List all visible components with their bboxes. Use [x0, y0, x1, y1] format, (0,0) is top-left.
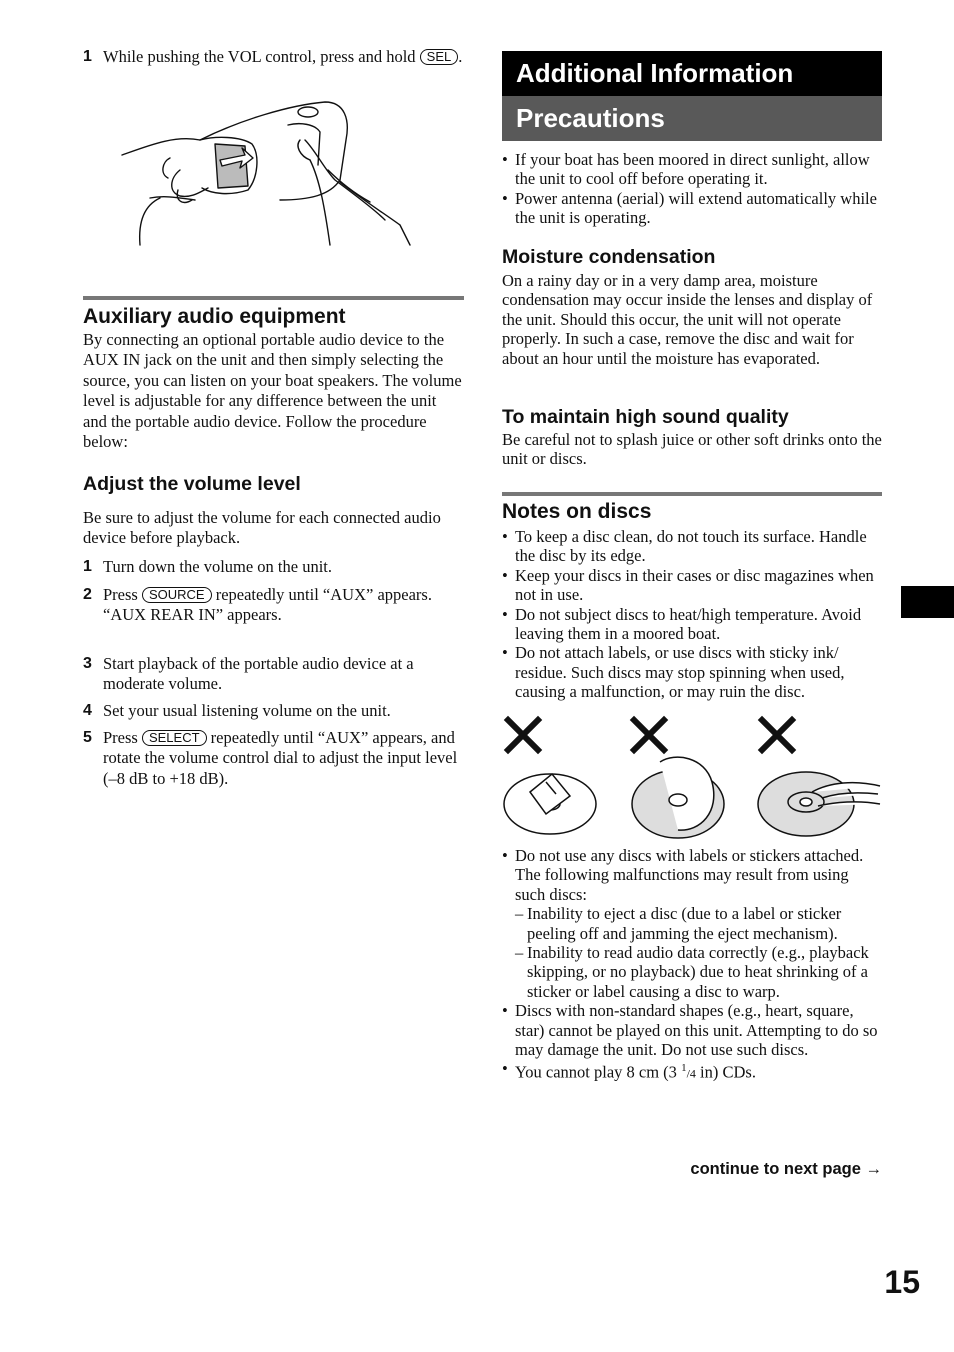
list-item: • To keep a disc clean, do not touch its surface. Handle the disc by its edge. — [502, 527, 882, 566]
step-number: 2 — [83, 586, 92, 603]
disc-notes-list-continued — [502, 846, 882, 1084]
disc-notes-list — [502, 527, 882, 702]
list-item — [502, 1059, 882, 1084]
cross-icon — [508, 720, 538, 750]
discs-heading: Notes on discs — [502, 500, 652, 523]
select-button-label: SELECT — [142, 730, 207, 746]
cross-icon — [634, 720, 664, 750]
dash-item: – Inability to read audio data correctly (e.g., playback skipping, or no playback) due to heat shrinking of a sticker or label causing a disc to warp. — [515, 943, 869, 1001]
intro-step-period: . — [458, 47, 463, 66]
intro-step-text: While pushing the VOL control, press and hold — [103, 47, 416, 66]
step-text-after: repeatedly until “AUX” appears, and rotate the volume control dial to adjust the input level (–8 dB to +18 dB). — [103, 728, 458, 788]
list-item: • Do not attach labels, or use discs with sticky ink/ residue. Such discs may stop spinning when used, causing a malfunction, or may ruin the disc. — [502, 643, 882, 701]
sound-quality-heading: To maintain high sound quality — [502, 406, 789, 428]
step-number: 5 — [83, 729, 92, 746]
step-text-after: repeatedly until “AUX” appears. — [215, 585, 432, 604]
adjust-volume-paragraph: Be sure to adjust the volume for each connected audio device before playback. — [83, 508, 441, 548]
adjust-volume-heading: Adjust the volume level — [83, 473, 301, 495]
adjust-step-2 — [83, 585, 464, 626]
step-number: 1 — [83, 48, 92, 65]
moisture-heading: Moisture condensation — [502, 246, 716, 268]
step-text: Start playback of the portable audio device at a moderate volume. — [103, 654, 414, 694]
sel-button-label: SEL — [420, 49, 459, 65]
step-text: Press — [103, 728, 138, 747]
hand-pressing-sel-illustration — [120, 100, 420, 250]
label-warning-text: Do not use any discs with labels or stickers attached. — [515, 846, 864, 865]
intro-step — [83, 47, 464, 67]
disc-with-sticker-icon — [504, 774, 596, 834]
cd-size-sup: 1 — [681, 1062, 687, 1075]
dash-item-text: Inability to eject a disc (due to a label or sticker peeling off and jamming the eject mechanism). — [527, 904, 842, 943]
cross-icon — [762, 720, 792, 750]
list-item: • Power antenna (aerial) will extend automatically while the unit is operating. — [502, 189, 882, 228]
aux-paragraph: By connecting an optional portable audio device to the AUX IN jack on the unit and then simply selecting the source, you can listen on your boat speakers. The volume level is adjustable for any difference between the unit and the portable audio device. Follow the procedure below: — [83, 330, 462, 452]
cd-size-text: You cannot play 8 cm (3 — [515, 1062, 677, 1082]
section-banner-subtitle: Precautions — [502, 96, 882, 141]
list-item: • If your boat has been moored in direct sunlight, allow the unit to cool off before operating it. — [502, 150, 882, 189]
moisture-paragraph: On a rainy day or in a very damp area, moisture condensation may occur inside the lenses and display of the unit. Should this occur, the unit will not operate properly. In such a case, remove the disc and wait for about an hour until the moisture has evaporated. — [502, 271, 873, 368]
step-number: 1 — [83, 558, 92, 575]
section-banner-title: Additional Information — [502, 51, 882, 96]
step-text: Turn down the volume on the unit. — [103, 557, 333, 576]
cd-size-frac: /4 — [686, 1066, 696, 1081]
aux-heading: Auxiliary audio equipment — [83, 305, 346, 328]
list-item: • Do not subject discs to heat/high temperature. Avoid leaving them in a moored boat. — [502, 605, 882, 644]
warped-disc-icon — [632, 757, 724, 838]
sound-quality-paragraph: Be careful not to splash juice or other soft drinks onto the unit or discs. — [502, 430, 882, 469]
adjust-step-4 — [83, 701, 464, 721]
step-text-line2: “AUX REAR IN” appears. — [103, 605, 282, 625]
label-warning-subtext: The following malfunctions may result from using such discs: — [515, 865, 849, 904]
adjust-step-5 — [83, 728, 464, 789]
source-button-label: SOURCE — [142, 587, 212, 603]
section-side-tab — [901, 586, 954, 618]
discs-section-rule — [502, 492, 882, 496]
fingerprinted-disc-icon — [758, 772, 880, 836]
cd-size-after: in) CDs. — [700, 1062, 756, 1082]
dash-item-text: Inability to read audio data correctly (e.g., playback skipping, or no playback) due to heat shrinking of a sticker or label causing a disc to warp. — [527, 943, 869, 1001]
disc-warnings-illustration — [500, 712, 882, 840]
continue-to-next-page: continue to next page → — [690, 1160, 882, 1178]
adjust-step-1 — [83, 557, 464, 577]
page-number: 15 — [884, 1264, 920, 1300]
adjust-step-3 — [83, 654, 464, 695]
step-text: Set your usual listening volume on the unit. — [103, 701, 391, 720]
list-item: • Discs with non-standard shapes (e.g., heart, square, star) cannot be played on this unit. Attempting to do so may damage the unit. Do not use such discs. — [502, 1001, 882, 1059]
step-number: 3 — [83, 655, 92, 672]
precaution-list — [502, 150, 882, 228]
list-item — [502, 846, 882, 1001]
aux-section-rule — [83, 296, 464, 300]
step-text: Press — [103, 585, 138, 604]
list-item: • Keep your discs in their cases or disc magazines when not in use. — [502, 566, 882, 605]
dash-item: – Inability to eject a disc (due to a label or sticker peeling off and jamming the eject mechanism). — [515, 904, 842, 943]
step-number: 4 — [83, 702, 92, 719]
